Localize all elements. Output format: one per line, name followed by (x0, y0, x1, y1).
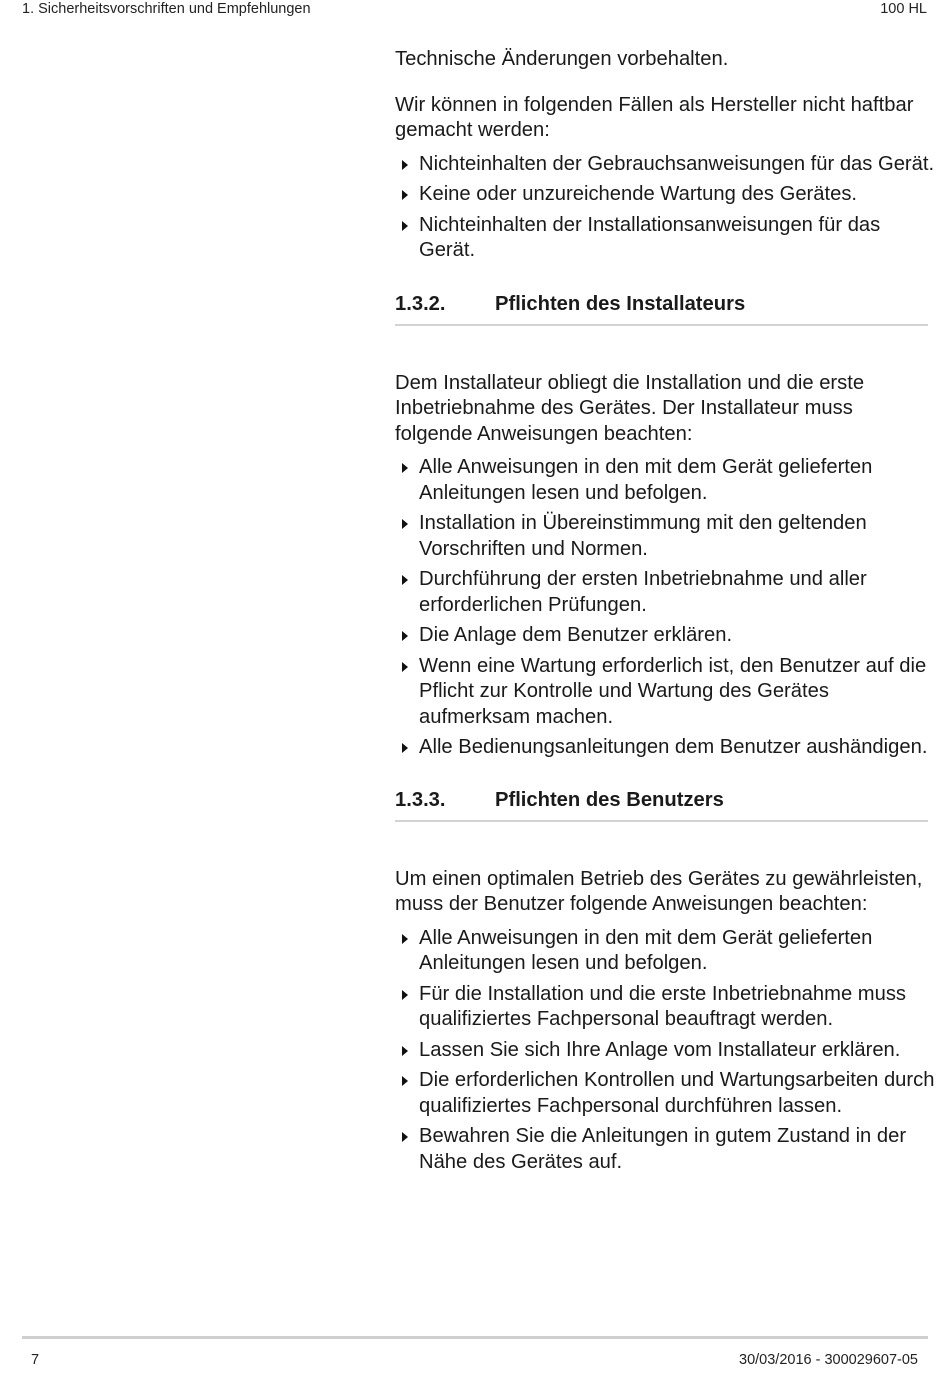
list-item (395, 926, 935, 977)
paragraph-reserved: Technische Änderungen vorbehalten. (395, 48, 729, 70)
list-item (395, 152, 935, 178)
list-item-text: Alle Anweisungen in den mit dem Gerät gelieferten Anleitungen lesen und befolgen. (419, 926, 873, 974)
paragraph-user-intro: Um einen optimalen Betrieb des Gerätes zu gewährleisten, muss der Benutzer folgende Anweisungen beachten: (395, 867, 923, 915)
bullet-arrow-icon (402, 160, 408, 170)
list-item (395, 623, 935, 649)
list-item-text: Nichteinhalten der Gebrauchsanweisungen für das Gerät. (419, 152, 935, 175)
list-item (395, 213, 935, 264)
list-item (395, 1068, 935, 1119)
header-chapter: 1. Sicherheitsvorschriften und Empfehlungen (22, 1, 311, 17)
list-item (395, 182, 935, 208)
page-content (395, 47, 935, 1180)
header-model: 100 HL (880, 1, 927, 17)
list-item-text: Alle Anweisungen in den mit dem Gerät gelieferten Anleitungen lesen und befolgen. (419, 456, 873, 504)
paragraph-liability: Wir können in folgenden Fällen als Hersteller nicht haftbar gemacht werden: (395, 93, 914, 141)
paragraph-installer-intro: Dem Installateur obliegt die Installation und die erste Inbetriebnahme des Gerätes. Der Installateur muss folgende Anweisungen beachten: (395, 371, 865, 445)
user-duties-list (395, 926, 935, 1176)
list-item-text: Wenn eine Wartung erforderlich ist, den Benutzer auf die Pflicht zur Kontrolle und Wartung des Gerätes aufmerksam machen. (419, 654, 927, 728)
bullet-arrow-icon (402, 990, 408, 1000)
list-item (395, 1124, 935, 1175)
bullet-arrow-icon (402, 519, 408, 529)
list-item (395, 982, 935, 1033)
list-item-text: Keine oder unzureichende Wartung des Gerätes. (419, 183, 858, 205)
list-item-text: Die Anlage dem Benutzer erklären. (419, 624, 733, 646)
section-title: Pflichten des Installateurs (495, 292, 746, 315)
bullet-arrow-icon (402, 934, 408, 944)
list-item (395, 735, 935, 761)
bullet-arrow-icon (402, 631, 408, 641)
list-item-text: Lassen Sie sich Ihre Anlage vom Installateur erklären. (419, 1038, 901, 1061)
section-number: 1.3.3. (395, 788, 446, 811)
bullet-arrow-icon (402, 190, 408, 200)
bullet-arrow-icon (402, 1076, 408, 1086)
list-item (395, 1038, 935, 1064)
bullet-arrow-icon (402, 743, 408, 753)
list-item-text: Nichteinhalten der Installationsanweisungen für das Gerät. (419, 213, 881, 261)
list-item (395, 654, 935, 731)
liability-list (395, 152, 935, 264)
list-item-text: Durchführung der ersten Inbetriebnahme und aller erforderlichen Prüfungen. (419, 568, 867, 616)
installer-duties-list (395, 455, 935, 761)
bullet-arrow-icon (402, 575, 408, 585)
list-item (395, 511, 935, 562)
list-item-text: Für die Installation und die erste Inbetriebnahme muss qualifiziertes Fachpersonal beauftragt werden. (419, 982, 907, 1030)
list-item (395, 455, 935, 506)
section-heading-user (395, 788, 928, 822)
list-item-text: Die erforderlichen Kontrollen und Wartungsarbeiten durch qualifiziertes Fachpersonal durchführen lassen. (419, 1069, 935, 1117)
list-item-text: Bewahren Sie die Anleitungen in gutem Zustand in der Nähe des Gerätes auf. (419, 1125, 907, 1173)
bullet-arrow-icon (402, 662, 408, 672)
footer-date-reference: 30/03/2016 - 300029607-05 (739, 1352, 918, 1368)
bullet-arrow-icon (402, 221, 408, 231)
section-number: 1.3.2. (395, 292, 446, 315)
section-title: Pflichten des Benutzers (495, 788, 724, 811)
list-item (395, 567, 935, 618)
bullet-arrow-icon (402, 463, 408, 473)
footer-divider (22, 1336, 928, 1339)
bullet-arrow-icon (402, 1046, 408, 1056)
bullet-arrow-icon (402, 1132, 408, 1142)
list-item-text: Installation in Übereinstimmung mit den geltenden Vorschriften und Normen. (419, 512, 867, 560)
section-heading-installer (395, 292, 928, 326)
list-item-text: Alle Bedienungsanleitungen dem Benutzer aushändigen. (419, 736, 928, 758)
page-number: 7 (31, 1352, 40, 1368)
